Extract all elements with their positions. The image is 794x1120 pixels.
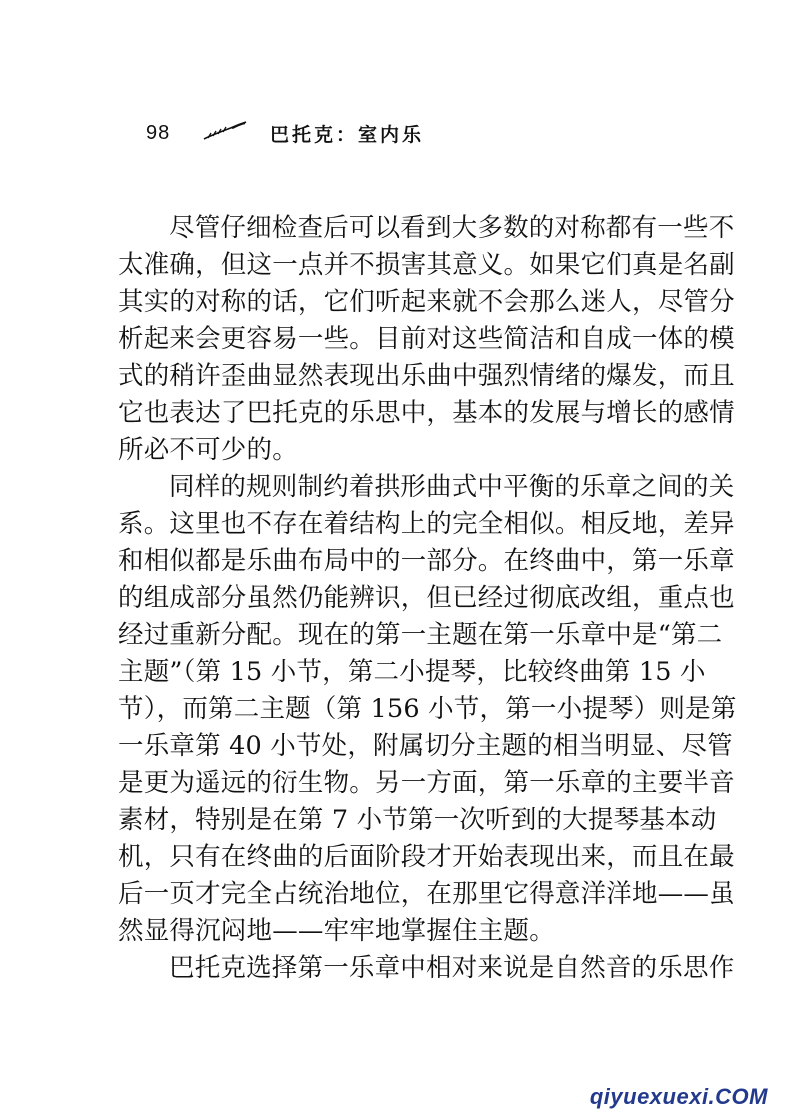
paragraph-2 bbox=[118, 469, 737, 950]
text-line: 太准确，但这一点并不损害其意义。如果它们真是名副 bbox=[118, 250, 735, 280]
text-line: 节），而第二主题（第 156 小节，第一小提琴）则是第 bbox=[118, 694, 737, 724]
text-line: 一乐章第 40 小节处，附属切分主题的相当明显、尽管 bbox=[118, 731, 733, 761]
text-line: 后一页才完全占统治地位，在那里它得意洋洋地——虽 bbox=[118, 879, 735, 909]
text-line: 所必不可少的。 bbox=[118, 435, 298, 465]
watermark: qiyuexuexi.COM bbox=[589, 1084, 768, 1109]
text-line: 同样的规则制约着拱形曲式中平衡的乐章之间的关 bbox=[169, 472, 735, 502]
text-line: 经过重新分配。现在的第一主题在第一乐章中是“第二 bbox=[118, 620, 723, 650]
text-line: 素材，特别是在第 7 小节第一次听到的大提琴基本动 bbox=[118, 805, 717, 835]
paragraph-3 bbox=[118, 950, 735, 987]
body-text bbox=[118, 210, 737, 987]
text-line: 主题”（第 15 小节，第二小提琴，比较终曲第 15 小 bbox=[118, 657, 706, 687]
text-line: 其实的对称的话，它们听起来就不会那么迷人，尽管分 bbox=[118, 287, 735, 317]
quill-ornament-icon bbox=[202, 120, 248, 142]
text-line: 巴托克选择第一乐章中相对来说是自然音的乐思作 bbox=[169, 953, 735, 983]
text-line: 系。这里也不存在着结构上的完全相似。相反地，差异 bbox=[118, 509, 735, 539]
text-line: 然显得沉闷地——牢牢地掌握住主题。 bbox=[118, 916, 555, 946]
text-line: 它也表达了巴托克的乐思中，基本的发展与增长的感情 bbox=[118, 398, 735, 428]
running-title: 巴托克：室内乐 bbox=[270, 124, 425, 146]
text-line: 是更为遥远的衍生物。另一方面，第一乐章的主要半音 bbox=[118, 768, 735, 798]
page-number: 98 bbox=[146, 122, 171, 144]
text-line: 机，只有在终曲的后面阶段才开始表现出来，而且在最 bbox=[118, 842, 735, 872]
text-line: 析起来会更容易一些。目前对这些简洁和自成一体的模 bbox=[118, 324, 735, 354]
text-line: 式的稍许歪曲显然表现出乐曲中强烈情绪的爆发，而且 bbox=[118, 361, 735, 391]
running-header bbox=[146, 118, 666, 158]
text-line: 和相似都是乐曲布局中的一部分。在终曲中，第一乐章 bbox=[118, 546, 735, 576]
text-line: 的组成部分虽然仍能辨识，但已经过彻底改组，重点也 bbox=[118, 583, 735, 613]
paragraph-1 bbox=[118, 210, 735, 469]
text-line: 尽管仔细检查后可以看到大多数的对称都有一些不 bbox=[169, 213, 735, 243]
